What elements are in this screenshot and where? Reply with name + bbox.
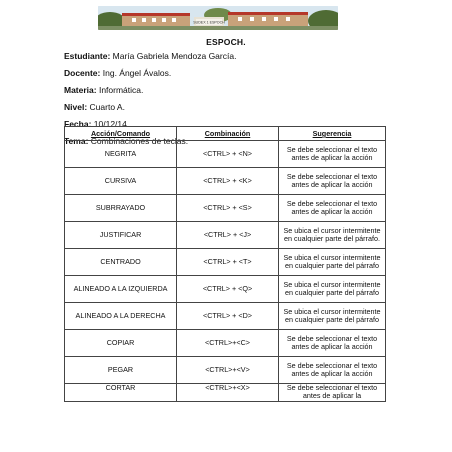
action-text: CORTAR <box>105 383 136 392</box>
field-subject <box>64 82 236 99</box>
field-teacher <box>64 65 236 82</box>
action-cell: SUBRRAYADO <box>65 195 177 222</box>
combination-cell: <CTRL>+<V> <box>177 357 279 384</box>
table-header-row <box>65 127 386 141</box>
svg-text:SUDEX 1 ESPOCH: SUDEX 1 ESPOCH <box>193 20 225 25</box>
action-cell: NEGRITA <box>65 141 177 168</box>
table-row <box>65 195 386 222</box>
action-cell: CENTRADO <box>65 249 177 276</box>
suggestion-cell: Se debe seleccionar el texto antes de aplicar la acción <box>279 141 386 168</box>
combination-text: <CTRL>+<X> <box>205 383 250 392</box>
document-title: ESPOCH. <box>206 37 246 47</box>
combination-cell: <CTRL> + <S> <box>177 195 279 222</box>
combination-cell: <CTRL> + <K> <box>177 168 279 195</box>
suggestion-cell: Se ubica el cursor intermitente en cualquier parte del párrafo <box>279 249 386 276</box>
suggestion-cell: Se ubica el cursor intermitente en cualquier parte del párrafo <box>279 303 386 330</box>
suggestion-cell: Se debe seleccionar el texto antes de aplicar la acción <box>279 168 386 195</box>
field-value: Combinaciones de teclas. <box>90 136 189 146</box>
table-row <box>65 249 386 276</box>
field-value: Informática. <box>98 85 144 95</box>
field-student <box>64 48 236 65</box>
field-label: Nivel: <box>64 102 88 112</box>
combination-cell: <CTRL>+<C> <box>177 330 279 357</box>
field-value: María Gabriela Mendoza García. <box>112 51 237 61</box>
suggestion-cell: Se debe seleccionar el texto antes de aplicar la acción <box>279 330 386 357</box>
header-photo <box>98 6 338 30</box>
combination-cell: <CTRL> + <T> <box>177 249 279 276</box>
field-value: Cuarto A. <box>89 102 125 112</box>
action-cell: PEGAR <box>65 357 177 384</box>
table-row <box>65 222 386 249</box>
action-cell: ALINEADO A LA DERECHA <box>65 303 177 330</box>
suggestion-text: Se debe seleccionar el texto antes de aplicar la <box>286 383 378 401</box>
suggestion-cell <box>279 384 386 402</box>
field-label: Materia: <box>64 85 97 95</box>
table-row <box>65 303 386 330</box>
field-value: 10/12/14 <box>93 119 127 129</box>
table-row <box>65 330 386 357</box>
column-header-action: Acción/Comando <box>65 127 177 141</box>
suggestion-cell: Se debe seleccionar el texto antes de aplicar la acción <box>279 195 386 222</box>
field-label: Tema: <box>64 136 89 146</box>
table-row <box>65 357 386 384</box>
suggestion-cell: Se debe seleccionar el texto antes de aplicar la acción <box>279 357 386 384</box>
column-header-combination: Combinación <box>177 127 279 141</box>
combination-cell: <CTRL> + <J> <box>177 222 279 249</box>
shortcuts-table <box>64 126 386 402</box>
field-level <box>64 99 236 116</box>
table-row <box>65 141 386 168</box>
table-row <box>65 384 386 402</box>
combination-cell: <CTRL> + <Q> <box>177 276 279 303</box>
column-header-suggestion: Sugerencia <box>279 127 386 141</box>
table-row <box>65 276 386 303</box>
field-label: Fecha: <box>64 119 92 129</box>
action-cell: JUSTIFICAR <box>65 222 177 249</box>
combination-cell: <CTRL> + <N> <box>177 141 279 168</box>
suggestion-cell: Se ubica el cursor intermitente en cualquier parte del párrafo <box>279 276 386 303</box>
field-value: Ing. Ángel Ávalos. <box>102 68 172 78</box>
field-label: Estudiante: <box>64 51 111 61</box>
action-cell: COPIAR <box>65 330 177 357</box>
table-row <box>65 168 386 195</box>
action-cell: ALINEADO A LA IZQUIERDA <box>65 276 177 303</box>
action-cell: CURSIVA <box>65 168 177 195</box>
field-label: Docente: <box>64 68 101 78</box>
combination-cell: <CTRL> + <D> <box>177 303 279 330</box>
suggestion-cell: Se ubica el cursor intermitente en cualquier parte del párrafo. <box>279 222 386 249</box>
campus-building-image <box>98 6 338 30</box>
action-cell <box>65 384 177 402</box>
combination-cell <box>177 384 279 402</box>
